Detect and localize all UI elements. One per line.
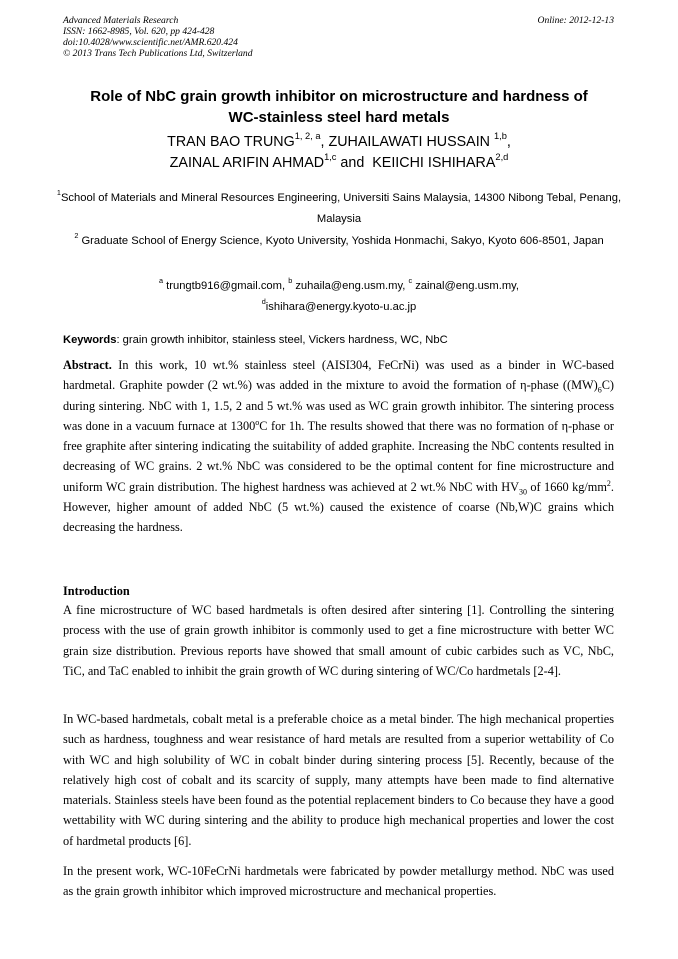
abstract-text: In this work, 10 wt.% stainless steel (AISI304, FeCrNi) was used as a binder in WC-based hardmetal. Graphite powder (2 wt.%) was added in the mixture to avoid the formation of η-phase ((MW) [63, 358, 614, 393]
affiliation-text: School of Materials and Mineral Resources Engineering, Universiti Sains Malaysia, 14300 Nibong Tebal, Penang, Malaysia [60, 192, 622, 225]
intro-paragraph-3: In the present work, WC-10FeCrNi hardmetals were fabricated by powder metallurgy method. NbC was used as the grain growth inhibitor which improved microstructure and mechanical properties. [63, 864, 614, 899]
author-sup: 1,b [493, 130, 507, 141]
affiliation-sup: 1 [56, 188, 61, 198]
affiliation-text: Graduate School of Energy Science, Kyoto University, Yoshida Honmachi, Sakyo, Kyoto 606-8501, Japan [78, 235, 604, 247]
author-list [40, 132, 638, 174]
author-name: , ZUHAILAWATI HUSSAIN [320, 134, 494, 150]
superscript: o [255, 417, 260, 427]
email-c: zainal@eng.usm.my, [412, 280, 520, 292]
title-line-2: WC-stainless steel hard metals [228, 109, 450, 126]
author-line-1 [40, 132, 638, 153]
abstract-label: Abstract. [63, 358, 112, 372]
email-sup: a [158, 276, 164, 286]
paper-title [40, 86, 638, 128]
email-line-2 [50, 297, 628, 318]
author-name: TRAN BAO TRUNG [167, 134, 295, 150]
author-and: and [336, 155, 369, 171]
intro-paragraph-2: In WC-based hardmetals, cobalt metal is a preferable choice as a metal binder. The high mechanical properties such as hardness, toughness and wear resistance of hard metals are resulted from a superior wettability of Co with WC and high solubility of WC in cobalt binder during sintering process [5]. Recently, because of the relatively high cost of cobalt and its scarcity of supply, many attempts have been made to find alternative materials. Stainless steels have been found as the potential replacement binders to Co because they have a good wettability with WC during sintering and the ability to produce high mechanical properties and lower the cost of hardmetal products [6]. [63, 712, 614, 848]
email-a: trungtb916@gmail.com, [163, 280, 289, 292]
superscript: 2 [606, 478, 611, 488]
email-sup: b [288, 276, 293, 286]
affiliation-sup: 2 [74, 231, 79, 241]
intro-paragraph-1: A fine microstructure of WC based hardmetals is often desired after sintering [1]. Controlling the sintering process with the use of grain growth inhibitor is commonly used to get a fine microstructure with better WC grain size distribution. Previous reports have showed that small amount of cubic carbides such as VC, NbC, TiC, and TaC enabled to inhibit the grain growth of WC during sintering of WC/Co hardmetals [2-4]. [63, 603, 614, 678]
doi-line: doi:10.4028/www.scientific.net/AMR.620.424 [63, 37, 238, 48]
email-sup: d [261, 297, 266, 307]
affiliation-2 [50, 231, 628, 252]
subscript: 6 [597, 385, 602, 395]
abstract-text: C for 1h. The results showed that there was no formation of η-phase or free graphite after sintering indicating the suitability of added graphite. Increasing the NbC contents resulted in decreasing of WC grains. 2 wt.% NbC was considered to be the optimal content for fine microstructure and uniform WC grain distribution. The highest hardness was achieved at 2 wt.% NbC with HV [63, 418, 614, 494]
copyright-line: © 2013 Trans Tech Publications Ltd, Switzerland [63, 48, 253, 59]
author-line-2 [40, 153, 638, 174]
author-name: KEIICHI ISHIHARA [372, 155, 496, 171]
abstract-text: C) during sintering. NbC with 1, 1.5, 2 and 5 wt.% was used as WC grain growth inhibitor. The sintering process was done in a vacuum furnace at 1300 [63, 378, 614, 433]
section-heading-introduction: Introduction [63, 584, 130, 598]
abstract-text: of 1660 kg/mm [526, 479, 607, 494]
keywords [63, 332, 614, 348]
email-d: ishihara@energy.kyoto-u.ac.jp [265, 301, 417, 313]
title-line-1: Role of NbC grain growth inhibitor on microstructure and hardness of [90, 88, 588, 105]
email-b: zuhaila@eng.usm.my, [292, 280, 409, 292]
author-name: ZAINAL ARIFIN AHMAD [169, 155, 325, 171]
email-sup: c [408, 276, 413, 286]
author-sep: , [506, 134, 511, 150]
email-line-1 [50, 276, 628, 297]
keywords-text: : grain growth inhibitor, stainless steel, Vickers hardness, WC, NbC [116, 334, 448, 346]
affiliation-1 [50, 188, 628, 230]
email-list [50, 276, 628, 318]
keywords-label: Keywords [63, 334, 117, 346]
author-sup: 1, 2, a [294, 130, 321, 141]
abstract [63, 355, 614, 538]
issn-line: ISSN: 1662-8985, Vol. 620, pp 424-428 [63, 26, 215, 37]
author-sup: 2,d [495, 151, 509, 162]
author-sup: 1,c [324, 151, 337, 162]
journal-header [63, 15, 393, 59]
abstract-text: . However, higher amount of added NbC (5 wt.%) caused the existence of coarse (Nb,W)C grains which decreasing the hardness. [63, 479, 614, 535]
journal-name: Advanced Materials Research [63, 15, 179, 26]
subscript: 30 [518, 487, 527, 497]
online-date: Online: 2012-12-13 [537, 15, 614, 26]
